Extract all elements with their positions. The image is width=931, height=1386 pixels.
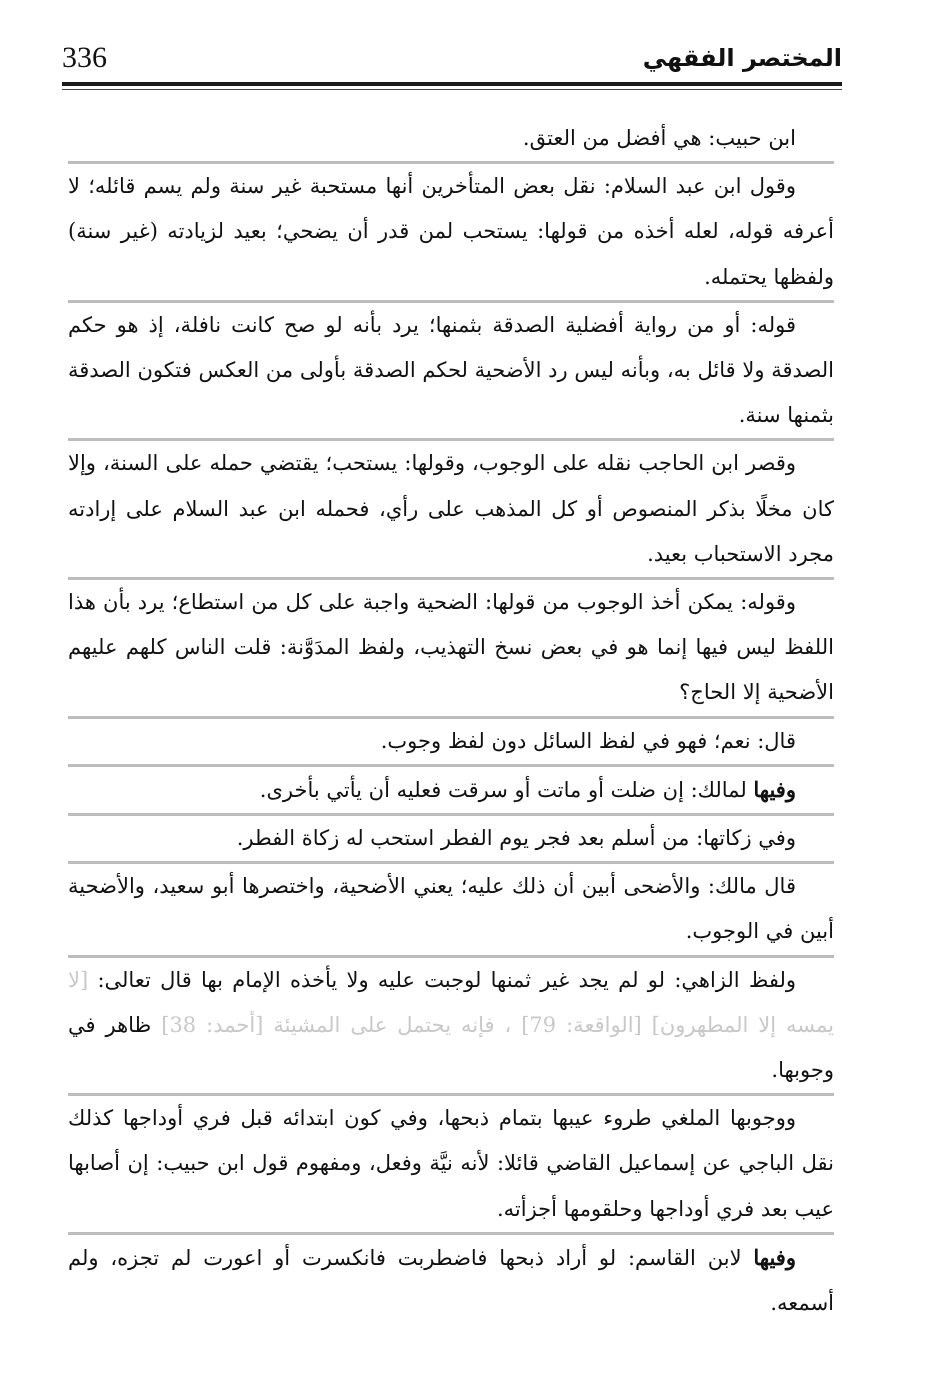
paragraph: [68, 303, 834, 439]
paragraph-tail: ظاهر في وجوبها.: [68, 1012, 834, 1083]
running-title: المختصر الفقهي: [642, 44, 842, 72]
paragraph: [68, 1235, 834, 1326]
paragraph-text: قال مالك: والأضحى أبين أن ذلك عليه؛ يعني الأضحية، واختصرها أبو سعيد، والأضحية أبين في الوجوب.: [68, 874, 834, 944]
paragraph: [68, 441, 834, 577]
paragraph-text: لمالك: إن ضلت أو ماتت أو سرقت فعليه أن يأتي بأخرى.: [259, 777, 754, 802]
paragraph-text: ولفظ الزاهي: لو لم يجد غير ثمنها لوجبت عليه ولا يأخذه الإمام بها قال تعالى:: [97, 967, 796, 992]
paragraph: [68, 164, 834, 300]
paragraph-text: لابن القاسم: لو أراد ذبحها فاضطربت فانكسرت أو اعورت لم تجزه، ولم أسمعه.: [68, 1245, 834, 1316]
paragraph: [68, 816, 834, 861]
paragraph-text: وقصر ابن الحاجب نقله على الوجوب، وقولها: يستحب؛ يقتضي حمله على السنة، وإلا كان مخلًا بذكر المنصوص أو كل المذهب على رأي، فحمله ابن عبد السلام على إرادته مجرد الاستحباب بعيد.: [68, 451, 834, 566]
paragraph-lead: وفيها: [753, 1244, 796, 1270]
paragraph: [68, 1096, 834, 1232]
header-rule-thick: [62, 82, 842, 86]
paragraph-text: ووجوبها الملغي طروء عيبها بتمام ذبحها، وفي كون ابتدائه قبل فري أوداجها كذلك نقل الباجي عن إسماعيل القاضي قائلا: لأنه نيَّة وفعل، ومفهوم قول ابن حبيب: إن أصابها عيب بعد فري أوداجها وحلقومها أجزأته.: [68, 1106, 834, 1221]
paragraph-text: ابن حبيب: هي أفضل من العتق.: [522, 126, 796, 150]
paragraph-text: قال: نعم؛ فهو في لفظ السائل دون لفظ وجوب.: [380, 728, 796, 753]
paragraph: [68, 116, 834, 161]
page-header: [62, 40, 842, 96]
paragraph-text: قوله: أو من رواية أفضلية الصدقة بثمنها؛ يرد بأنه لو صح كانت نافلة، إذ هو حكم الصدقة ولا قائل به، وبأنه ليس رد الأضحية لحكم الصدقة بأولى من العكس فتكون الصدقة بثمنها سنة.: [68, 312, 834, 428]
paragraph: [68, 580, 834, 716]
paragraph: [68, 767, 834, 813]
paragraph-text: وفي زكاتها: من أسلم بعد فجر يوم الفطر استحب له زكاة الفطر.: [236, 826, 796, 851]
paragraph-text: وقوله: يمكن أخذ الوجوب من قولها: الضحية واجبة على كل من استطاع؛ يرد بأن هذا اللفظ ليس فيها إنما هو في بعض نسخ التهذيب، ولفظ المدَوَّنة: قلت الناس كلهم عليهم الأضحية إلا الحاج؟: [68, 590, 834, 705]
body-text: [68, 116, 834, 1326]
paragraph: [68, 719, 834, 764]
page-number: 336: [62, 41, 107, 74]
paragraph-text: وقول ابن عبد السلام: نقل بعض المتأخرين أنها مستحبة غير سنة ولم يسم قائله؛ لا أعرفه قوله، لعله أخذه من قولها: يستحب لمن قدر أن يضحي؛ بعيد لزيادته (غير سنة) ولفظها يحتمله.: [68, 174, 834, 289]
paragraph: [68, 958, 834, 1094]
header-rule-thin: [62, 89, 842, 90]
faded-quote: [لا يمسه إلا المطهرون] [الواقعة: 79] ، فإنه يحتمل على المشيئة [أحمد: 38]: [68, 967, 834, 1037]
paragraph-lead: وفيها: [753, 776, 796, 802]
paragraph: [68, 864, 834, 954]
